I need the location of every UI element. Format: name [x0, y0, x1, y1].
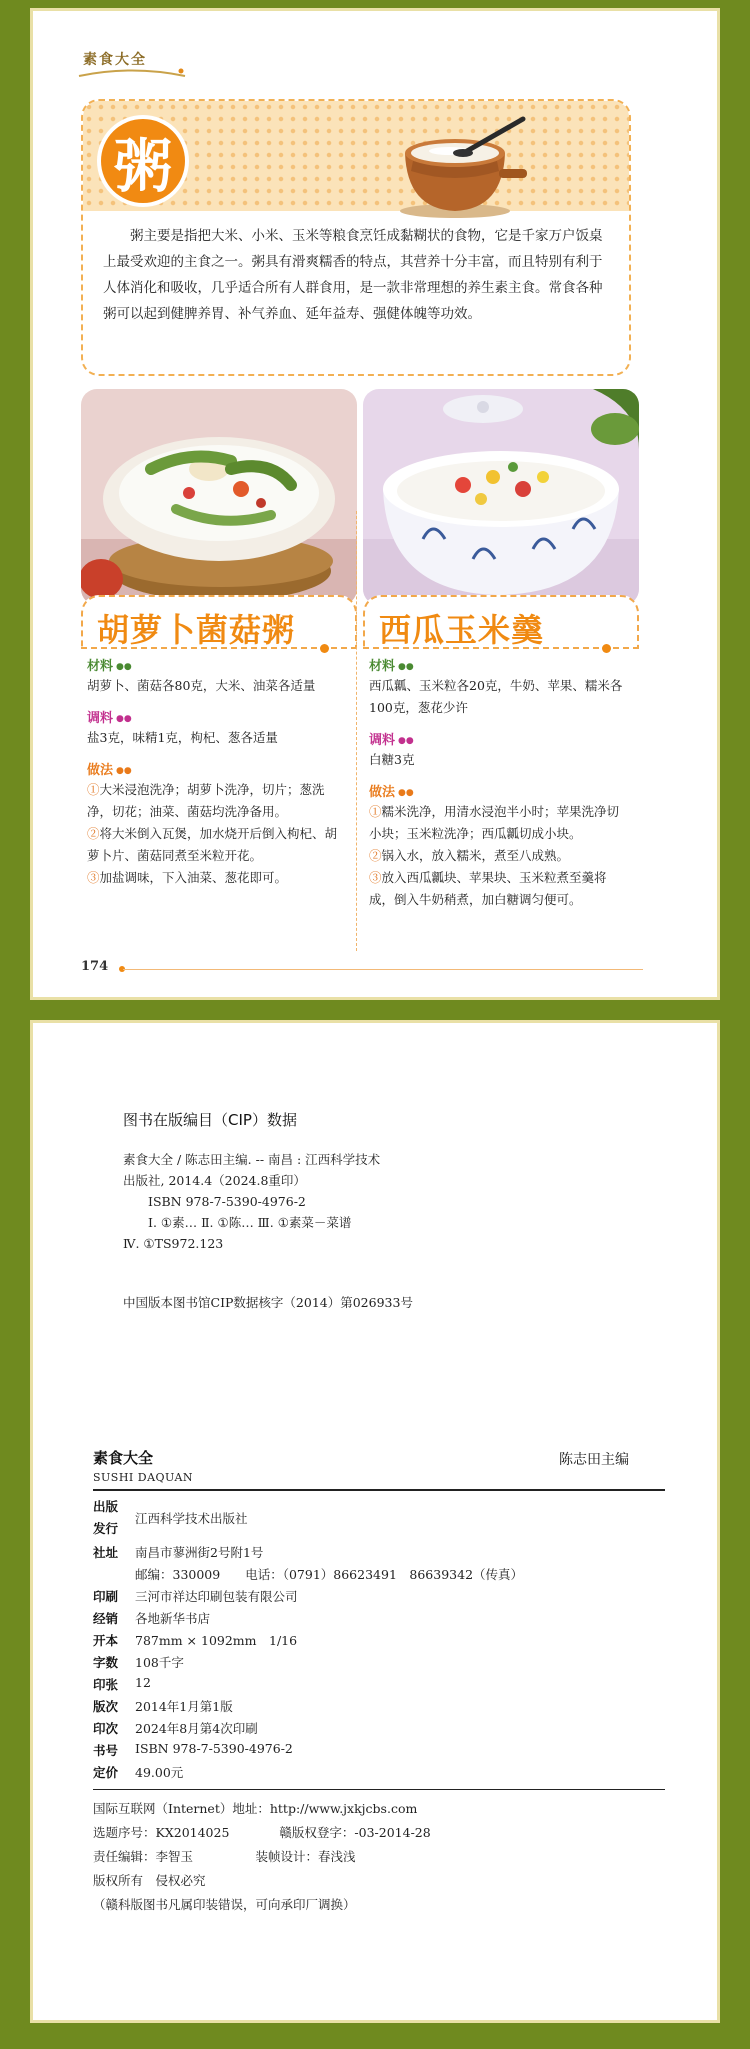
running-head-swoosh-decoration: [77, 67, 187, 79]
method-steps: [369, 801, 631, 911]
imprint-bottom-rule: [93, 1789, 665, 1790]
footer-line: 责任编辑：李智玉 装帧设计：春浅浅: [93, 1849, 356, 1864]
seasoning-heading: 调料 ●●: [87, 711, 132, 726]
title-dot-decoration: [320, 644, 329, 653]
intro-text: 粥主要是指把大米、小米、玉米等粮食烹饪成黏糊状的食物，它是千家万户饭桌上最受欢迎的主食之一。粥具有滑爽糯香的特点，其营养十分丰富，而且特别有利于人体消化和吸收，几乎适合所有人群食用，是一款非常理想的养生素主食。常食各种粥可以起到健脾养胃、补气养血、延年益寿、强健体魄等功效。: [103, 228, 603, 322]
cip-line: 素食大全 / 陈志田主编. -- 南昌 : 江西科学技术: [123, 1152, 381, 1167]
carrot-mushroom-porridge-photo: [81, 389, 357, 605]
method-heading: 做法 ●●: [369, 785, 414, 800]
book-pinyin: SUSHI DAQUAN: [93, 1471, 194, 1484]
recipe-watermelon-corn: [363, 389, 639, 949]
ingredients-text: 胡萝卜、菌菇各80克，大米、油菜各适量: [87, 678, 316, 693]
footer-line: （赣科版图书凡属印装错误，可向承印厂调换）: [93, 1897, 356, 1912]
copyright-page: 图书在版编目（CIP）数据 素食大全 / 陈志田主编. -- 南昌 : 江西科学技术 出版社, 2014.4（2024.8重印） ISBN 978-7-5390-4976-2 Ⅰ. ①素… Ⅱ. ①陈… Ⅲ. ①素菜－菜谱 Ⅳ. ①TS972.123 中国版本图书馆CIP数据核字（2014）第026933号 素食大全 SUSHI DAQUAN 陈志田主编 出版 发行 江西科学技术出版社 社址 南昌市蓼洲街2号附1号 邮编：330009 电话：（0791）86623491 86639342（传真） 印刷 三河市祥达印刷包装有限公司 经销 各地新华书店 开本 787mm × 1092mm 1/16 字数 108千字 印张 12 版次 2014年1月第1版 印次 2024年8月第4次印刷 书号 ISBN 978-7-5390-4976-2 定价 49.00元 国际互联网（Internet）地址：http://www.jxkjcbs.com 选题序号：KX2014025 赣版权登字：-03-2014-28 责任编辑：李智玉 装帧设计：春浅浅 版权所有 侵权必究 （赣科版图书凡属印装错误，可向承印厂调换）: [30, 1020, 720, 2023]
ingredients-heading: 材料 ●●: [369, 659, 414, 674]
ingredients-heading: 材料 ●●: [87, 659, 132, 674]
method-steps: [87, 779, 349, 889]
method-heading: 做法 ●●: [87, 763, 132, 778]
cip-line: Ⅰ. ①素… Ⅱ. ①陈… Ⅲ. ①素菜－菜谱: [148, 1215, 352, 1230]
cip-number: 中国版本图书馆CIP数据核字（2014）第026933号: [123, 1295, 413, 1310]
watermelon-corn-soup-photo: [363, 389, 639, 605]
seasoning-text: 白糖3克: [369, 752, 415, 767]
title-dot-decoration: [602, 644, 611, 653]
footer-line: 版权所有 侵权必究: [93, 1873, 206, 1888]
recipe-carrot-mushroom: [81, 389, 357, 949]
folio-rule: [123, 969, 643, 970]
ingredients-text: 西瓜瓤、玉米粒各20克，牛奶、苹果、糯米各100克，葱花少许: [369, 678, 623, 715]
imprint-top-rule: [93, 1489, 665, 1491]
cip-data: [123, 1149, 380, 1254]
intro-box: [81, 99, 631, 376]
method-step: ②将大米倒入瓦煲，加水烧开后倒入枸杞、胡萝卜片、菌菇同煮至米粒开花。: [87, 826, 338, 863]
seasoning-text: 盐3克，味精1克，枸杞、葱各适量: [87, 730, 278, 745]
recipe-title: 西瓜玉米羹: [379, 611, 545, 649]
column-divider: [356, 511, 357, 951]
page-number: 174: [81, 959, 109, 974]
seasoning-heading: 调料 ●●: [369, 733, 414, 748]
recipe-page: [30, 8, 720, 1000]
method-step: ②锅入水，放入糯米，煮至八成熟。: [369, 848, 570, 863]
footer-line: 国际互联网（Internet）地址：http://www.jxkjcbs.com: [93, 1801, 418, 1816]
footer-line: 选题序号：KX2014025 赣版权登字：-03-2014-28: [93, 1825, 431, 1840]
method-step: ①糯米洗净，用清水浸泡半小时；苹果洗净切小块；玉米粒洗净；西瓜瓤切成小块。: [369, 804, 620, 841]
book-title: 素食大全: [93, 1449, 154, 1467]
zhou-badge: 粥: [101, 119, 185, 203]
cip-line: 出版社, 2014.4（2024.8重印）: [123, 1173, 306, 1188]
recipe-title-box: [81, 595, 357, 649]
book-editor: 陈志田主编: [559, 1452, 629, 1468]
cip-line: Ⅳ. ①TS972.123: [123, 1236, 224, 1251]
porridge-bowl-image: [383, 111, 543, 221]
method-step: ③放入西瓜瓤块、苹果块、玉米粒煮至羹将成，倒入牛奶稍煮，加白糖调匀便可。: [369, 870, 607, 907]
running-head: 素食大全: [83, 52, 147, 68]
cip-line: ISBN 978-7-5390-4976-2: [148, 1194, 306, 1209]
cip-title: 图书在版编目（CIP）数据: [123, 1111, 297, 1129]
recipe-title: 胡萝卜菌菇粥: [97, 611, 296, 649]
recipe-title-box: [363, 595, 639, 649]
method-step: ①大米浸泡洗净；胡萝卜洗净，切片；葱洗净，切花；油菜、菌菇均洗净备用。: [87, 782, 325, 819]
method-step: ③加盐调味，下入油菜、葱花即可。: [87, 870, 288, 885]
